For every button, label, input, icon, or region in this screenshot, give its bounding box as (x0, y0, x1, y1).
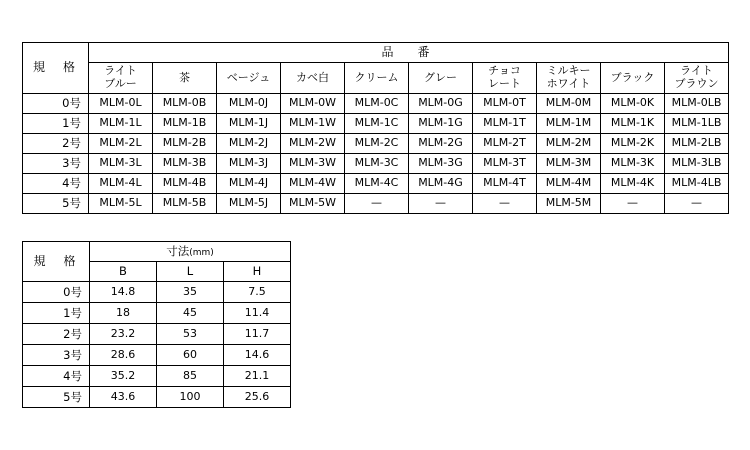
row-header: 5号 (23, 194, 89, 214)
row-header: 1号 (23, 303, 90, 324)
dimension-table-group-header (90, 242, 291, 262)
table-cell: — (601, 194, 665, 214)
table-cell: MLM-4L (89, 174, 153, 194)
part-table-group-header: 品 番 (89, 43, 729, 63)
table-cell: MLM-5J (217, 194, 281, 214)
column-header-line: ホワイト (546, 77, 591, 90)
table-cell: MLM-0W (281, 94, 345, 114)
table-cell: MLM-3T (473, 154, 537, 174)
table-cell: MLM-2G (409, 134, 473, 154)
column-header-wall-white (281, 63, 345, 94)
table-cell: MLM-4W (281, 174, 345, 194)
table-cell: 21.1 (224, 366, 291, 387)
row-header: 0号 (23, 282, 90, 303)
column-header-cream (345, 63, 409, 94)
table-cell: MLM-2LB (665, 134, 729, 154)
table-cell: MLM-1M (537, 114, 601, 134)
column-header-line: レート (488, 77, 521, 90)
table-cell: 43.6 (90, 387, 157, 408)
table-row (23, 154, 729, 174)
table-row (23, 282, 291, 303)
table-cell: MLM-2W (281, 134, 345, 154)
table-cell: 100 (157, 387, 224, 408)
table-cell: MLM-4B (153, 174, 217, 194)
table-cell: 60 (157, 345, 224, 366)
table-cell: 35.2 (90, 366, 157, 387)
table-header-row-group (23, 43, 729, 63)
table-cell: MLM-4J (217, 174, 281, 194)
row-header: 3号 (23, 345, 90, 366)
column-header-line: ミルキー (546, 64, 591, 78)
column-header-line: ベージュ (226, 70, 271, 84)
column-header-line: ライト (104, 64, 137, 78)
table-row (23, 194, 729, 214)
column-header-line: チョコ (488, 64, 521, 78)
row-header: 1号 (23, 114, 89, 134)
table-cell: 7.5 (224, 282, 291, 303)
table-cell: MLM-3LB (665, 154, 729, 174)
table-cell: 11.4 (224, 303, 291, 324)
table-cell: MLM-0T (473, 94, 537, 114)
column-header-beige (217, 63, 281, 94)
table-cell: MLM-2K (601, 134, 665, 154)
table-row (23, 366, 291, 387)
table-cell: MLM-2T (473, 134, 537, 154)
table-cell: MLM-3C (345, 154, 409, 174)
table-row (23, 94, 729, 114)
table-cell: 23.2 (90, 324, 157, 345)
dimension-table-corner-label: 規 格 (23, 242, 90, 282)
table-cell: MLM-0LB (665, 94, 729, 114)
table-cell: 11.7 (224, 324, 291, 345)
column-header-h: H (224, 262, 291, 282)
row-header: 4号 (23, 174, 89, 194)
table-row (23, 114, 729, 134)
table-cell: MLM-3B (153, 154, 217, 174)
table-row (23, 134, 729, 154)
table-cell: — (345, 194, 409, 214)
table-cell: MLM-1T (473, 114, 537, 134)
column-header-brown (153, 63, 217, 94)
dimension-group-label: 寸法 (166, 243, 190, 258)
row-header: 3号 (23, 154, 89, 174)
table-cell: — (409, 194, 473, 214)
table-row (23, 174, 729, 194)
table-cell: MLM-3L (89, 154, 153, 174)
table-cell: MLM-2J (217, 134, 281, 154)
table-cell: 85 (157, 366, 224, 387)
table-cell: MLM-4K (601, 174, 665, 194)
dimension-table (22, 241, 291, 408)
table-cell: MLM-3M (537, 154, 601, 174)
table-cell: MLM-4C (345, 174, 409, 194)
table-cell: MLM-3W (281, 154, 345, 174)
table-cell: MLM-5M (537, 194, 601, 214)
column-header-line: カベ白 (296, 70, 329, 84)
table-cell: MLM-1W (281, 114, 345, 134)
column-header-line: グレー (424, 70, 457, 84)
table-cell: MLM-0J (217, 94, 281, 114)
table-cell: 25.6 (224, 387, 291, 408)
column-header-gray (409, 63, 473, 94)
column-header-chocolate (473, 63, 537, 94)
table-cell: MLM-2L (89, 134, 153, 154)
column-header-b: B (90, 262, 157, 282)
table-cell: 35 (157, 282, 224, 303)
table-cell: MLM-1LB (665, 114, 729, 134)
table-cell: MLM-4G (409, 174, 473, 194)
table-cell: MLM-1C (345, 114, 409, 134)
table-cell: MLM-4LB (665, 174, 729, 194)
column-header-light-brown (665, 63, 729, 94)
table-cell: 28.6 (90, 345, 157, 366)
table-row (23, 324, 291, 345)
table-cell: MLM-4M (537, 174, 601, 194)
dimension-header-row-group (23, 242, 291, 262)
column-header-black (601, 63, 665, 94)
table-header-row-columns (23, 63, 729, 94)
part-number-table (22, 42, 729, 214)
table-cell: — (665, 194, 729, 214)
table-cell: MLM-2B (153, 134, 217, 154)
table-cell: 18 (90, 303, 157, 324)
table-cell: MLM-5B (153, 194, 217, 214)
column-header-line: クリーム (354, 70, 399, 84)
table-cell: 14.8 (90, 282, 157, 303)
table-cell: MLM-0B (153, 94, 217, 114)
table-cell: MLM-1G (409, 114, 473, 134)
table-cell: MLM-2M (537, 134, 601, 154)
table-cell: MLM-1B (153, 114, 217, 134)
dimension-group-unit: (mm) (189, 247, 214, 258)
table-row (23, 303, 291, 324)
table-cell: 45 (157, 303, 224, 324)
column-header-l: L (157, 262, 224, 282)
table-cell: MLM-5W (281, 194, 345, 214)
row-header: 2号 (23, 134, 89, 154)
row-header: 0号 (23, 94, 89, 114)
table-cell: 14.6 (224, 345, 291, 366)
table-cell: MLM-5L (89, 194, 153, 214)
row-header: 5号 (23, 387, 90, 408)
table-cell: MLM-3J (217, 154, 281, 174)
table-cell: MLM-3K (601, 154, 665, 174)
table-row (23, 345, 291, 366)
table-cell: MLM-0C (345, 94, 409, 114)
row-header: 4号 (23, 366, 90, 387)
column-header-light-blue (89, 63, 153, 94)
table-cell: MLM-0L (89, 94, 153, 114)
column-header-milky-white (537, 63, 601, 94)
table-cell: MLM-0G (409, 94, 473, 114)
table-row (23, 387, 291, 408)
table-cell: MLM-1J (217, 114, 281, 134)
table-cell: MLM-2C (345, 134, 409, 154)
column-header-line: ブラック (610, 70, 655, 84)
table-cell: MLM-3G (409, 154, 473, 174)
column-header-line: ライト (680, 64, 713, 78)
table-cell: MLM-0M (537, 94, 601, 114)
column-header-line: ブラウン (674, 77, 719, 90)
table-cell: MLM-1K (601, 114, 665, 134)
table-cell: MLM-1L (89, 114, 153, 134)
table-cell: — (473, 194, 537, 214)
part-table-corner-label: 規 格 (23, 43, 89, 94)
table-cell: 53 (157, 324, 224, 345)
column-header-line: 茶 (179, 70, 190, 84)
column-header-line: ブルー (104, 77, 137, 90)
table-cell: MLM-0K (601, 94, 665, 114)
table-cell: MLM-4T (473, 174, 537, 194)
row-header: 2号 (23, 324, 90, 345)
